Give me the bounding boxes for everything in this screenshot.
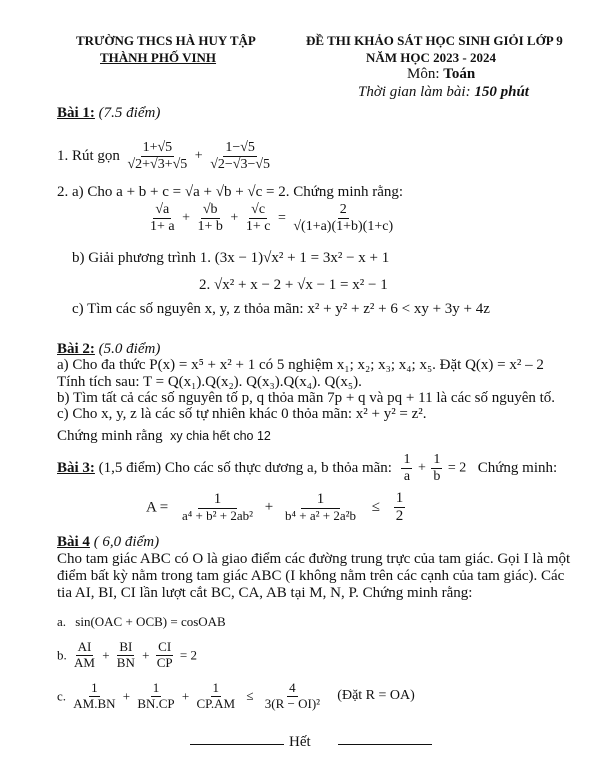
bai1-q1: 1. Rút gọn $\frac{1+√5}{√2+√3+√5}$ + $\frac{1-√5}{√2-√3-√5}$ [57,140,271,173]
bai1-q2b-2: 2. √x² + x − 2 + √x − 1 = x² − 1 [199,277,388,293]
bai3-A-inequality: A = $\frac{1}{\text{a⁴ + b² + 2ab²}}$ + $\frac{1}{\text{b⁴ + a² + 2a²b}}$ ≤ $\frac{1}{2}$ [146,490,404,525]
bai4-b: b. $\frac{AI}{AM}$ + $\frac{BI}{BN}$ + $\frac{CI}{CP}$ = 2 [57,639,197,670]
bai2-c: c) Cho x, y, z là các số tự nhiên khác 0 thỏa mãn: x² + y² = z². [57,406,427,422]
bai2-c2: Chứng minh rằng xy chia hết cho 12 [57,428,271,444]
bai1-q2a-identity: $\frac{√a}{1+ a}$ + $\frac{√b}{1+ b}$ + $\frac{√c}{1+ c}$ = $\frac{2}{√(1+a)(1+b)(1+c)}$ [150,202,394,235]
end-mark: Hết [289,734,311,750]
q1-fraction-2: $\frac{1-√5}{√2-√3-√5}$ [210,140,271,173]
bai1-q2c: c) Tìm các số nguyên x, y, z thỏa mãn: x² + y² + z² + 6 < xy + 3y + 4z [72,301,490,317]
subject-line: Môn: Toán [407,66,476,82]
bai3-intro: Bài 3: (1,5 điểm) Cho các số thực dương a, b thỏa mãn: $\frac{1}{a}$ + $\frac{1}{b}$ = 2 Chứng minh: [57,452,558,485]
q1-fraction-1: $\frac{1+√5}{√2+√3+√5}$ [127,140,188,173]
footer-rule-left [190,744,284,745]
exam-title: ĐỀ THI KHẢO SÁT HỌC SINH GIỎI LỚP 9 [306,33,563,48]
bai4-a: a. sin(OAC + OCB) = cosOAB [57,614,226,629]
bai2-heading: Bài 2: (5.0 điểm) [57,341,161,357]
bai1-q2b-1: b) Giải phương trình 1. (3x − 1)√x² + 1 = 3x² − x + 1 [72,250,390,266]
bai1-heading: Bài 1: (7.5 điểm) [57,105,161,121]
bai4-heading: Bài 4 ( 6,0 điểm) [57,534,160,550]
city-name: THÀNH PHỐ VINH [100,50,217,65]
bai4-line2: điểm bất kỳ nằm trong tam giác ABC (I không nằm trên các cạnh của tam giác). Các [57,568,565,584]
bai2-a-line2: Tính tích sau: T = Q(x₁).Q(x₂). Q(x₃).Q(x₄). Q(x₅). [57,374,362,390]
bai2-b: b) Tìm tất cả các số nguyên tố p, q thỏa mãn 7p + q và pq + 11 là các số nguyên tố. [57,390,556,406]
time-line: Thời gian làm bài: 150 phút [358,84,529,100]
school-year: NĂM HỌC 2023 - 2024 [366,50,496,65]
school-name: TRƯỜNG THCS HÀ HUY TẬP [76,33,256,48]
bai4-line1: Cho tam giác ABC có O là giao điểm các đường trung trực của tam giác. Gọi I là một [57,551,571,567]
footer-rule-right [338,744,432,745]
bai4-line3: tia AI, BI, CI lần lượt cắt BC, CA, AB tại M, N, P. Chứng minh rằng: [57,585,473,601]
bai4-c: c. $\frac{1}{AM.BN}$ + $\frac{1}{BN.CP}$ + $\frac{1}{CP.AM}$ ≤ $\frac{4}{\text{3(R − OI)²}}$ (Đặt R = OA) [57,680,415,711]
bai1-q2a: 2. a) Cho a + b + c = √a + √b + √c = 2. Chứng minh rằng: [57,184,404,200]
bai2-a-line1: a) Cho đa thức P(x) = x⁵ + x² + 1 có 5 nghiệm x₁; x₂; x₃; x₄; x₅. Đặt Q(x) = x² – 2 [57,357,544,373]
